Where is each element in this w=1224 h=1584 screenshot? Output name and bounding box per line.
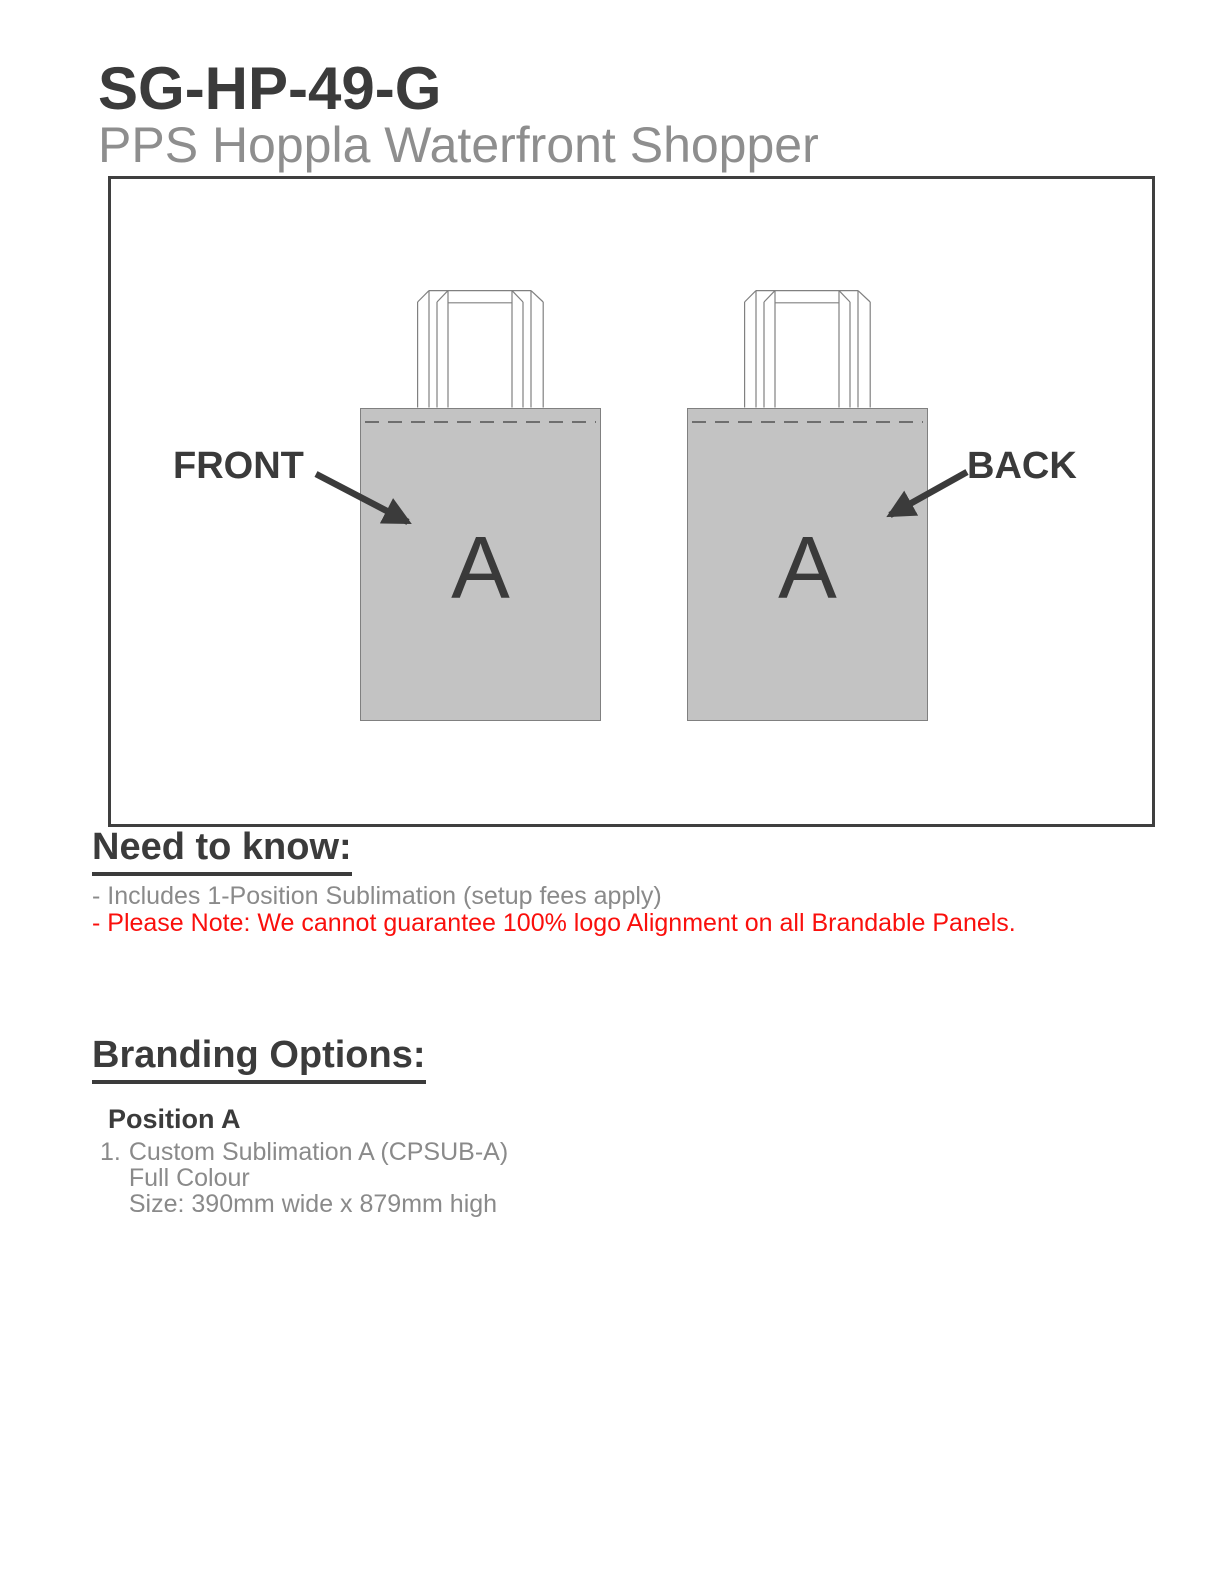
option-colour: Full Colour: [128, 1164, 250, 1192]
need-to-know-heading: Need to know:: [92, 826, 352, 876]
front-arrow: [316, 474, 408, 522]
branding-diagram-box: [108, 176, 1155, 827]
note-includes-sublimation: - Includes 1-Position Sublimation (setup fees apply): [92, 882, 662, 910]
note-alignment-warning: - Please Note: We cannot guarantee 100% logo Alignment on all Brandable Panels.: [92, 909, 1016, 937]
branding-option-item: [100, 1139, 508, 1217]
pointer-arrows: [111, 179, 1158, 830]
option-size: Size: 390mm wide x 879mm high: [128, 1190, 498, 1218]
front-label: FRONT: [173, 445, 304, 487]
branding-options-heading: Branding Options:: [92, 1034, 426, 1084]
branding-position-letter: A: [451, 517, 510, 617]
option-name: Custom Sublimation A (CPSUB-A): [128, 1138, 509, 1166]
back-arrow: [890, 472, 967, 515]
back-label: BACK: [967, 445, 1077, 487]
product-name-subtitle: PPS Hoppla Waterfront Shopper: [98, 117, 819, 173]
option-number: 1.: [100, 1138, 121, 1166]
position-a-heading: Position A: [108, 1104, 241, 1134]
branding-position-letter: A: [778, 517, 837, 617]
product-code-title: SG-HP-49-G: [98, 55, 442, 122]
